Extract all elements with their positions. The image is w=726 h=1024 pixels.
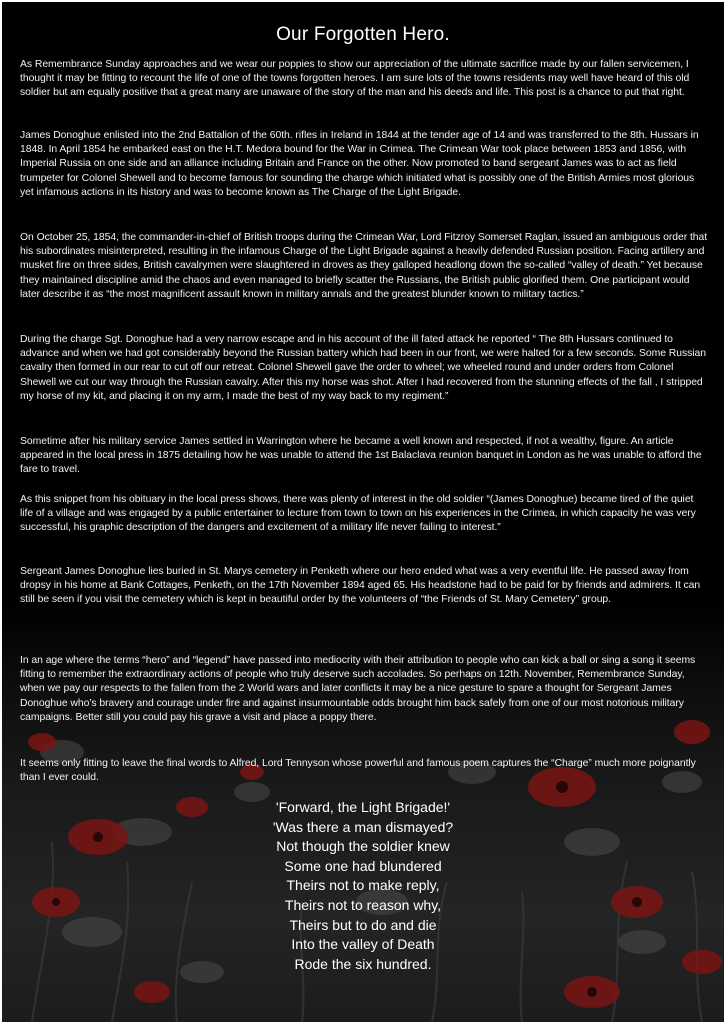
page-title: Our Forgotten Hero. (276, 24, 450, 45)
paragraph-obituary: As this snippet from his obituary in the local press shows, there was plenty of interest in the old soldier “(James Donoghue) became tired of the quiet life of a village and was engaged by a public entertainer to lecture from town to town on his experiences in the Crimea, in which capacity he was very successful, his graphic description of the dangers and excitement of a military life never failing to interest.” (20, 494, 696, 534)
poem-line: 'Forward, the Light Brigade!' (275, 799, 451, 815)
poem-line: Not though the soldier knew (276, 838, 450, 855)
paragraph-narrow-escape: During the charge Sgt. Donoghue had a very narrow escape and in his account of the ill fated attack he reported “ The 8th Hussars continued to advance and when we had got considerably beyond the Russian battery which had been in our front, we were halted for a few seconds. Some Russian cavalry then formed in our rear to cut off our retreat. Colonel Shewell gave the order to wheel; we wheeled round and under orders from Colonel Shewell we cut our way through the Russian cavalry. After this my horse was shot. After I had recovered from the stunning effects of the fall , I stripped my horse of my kit, and placing it on my arm, I made the best of my way back to my regiment.” (20, 334, 706, 402)
paragraph-charge-order: On October 25, 1854, the commander-in-chief of British troops during the Crimean War, Lord Fitzroy Somerset Raglan, issued an ambiguous order that his subordinates misinterpreted, resulting in the infamous Charge of the Light Brigade against a heavily defended Russian position. Facing artillery and musket fire on three sides, British cavalrymen were slaughtered in droves as they galloped headlong down the so-called “valley of death.” Yet because they maintained discipline amid the chaos and even managed to briefly scatter the Russians, the British public glorified them. One participant would later describe it as “the most magnificent assault known in military annals and the greatest blunder known to military tactics.” (20, 232, 708, 300)
paragraph-intro: As Remembrance Sunday approaches and we wear our poppies to show our appreciation of the ultimate sacrifice made by our fallen servicemen, I thought it may be fitting to recount the life of one of the towns forgotten heroes. I am sure lots of the towns residents may well have heard of this old soldier but am equally positive that a great many are unaware of the story of the man and his deeds and life. This post is a chance to put that right. (20, 59, 690, 99)
poem-line: Into the valley of Death (291, 936, 435, 953)
paragraph-burial: Sergeant James Donoghue lies buried in St. Marys cemetery in Penketh where our hero ended what was a very eventful life. He passed away from dropsy in his home at Bank Cottages, Penketh, on the 17th November 1894 aged 65. His headstone had to be paid for by friends and admirers. It can still be seen if you visit the cemetery which is kept in beautiful order by the volunteers of “the Friends of St. Mary Cemetery” group. (20, 566, 701, 606)
paragraph-enlistment: James Donoghue enlisted into the 2nd Battalion of the 60th. rifles in Ireland in 1844 at the tender age of 14 and was transferred to the 8th. Hussars in 1848. In April 1854 he embarked east on the H.T. Medora bound for the War in Crimea. The Crimean War took place between 1853 and 1856, with Imperial Russia on one side and an alliance including Britain and France on the other. Now promoted to band sergeant James was to act as field trumpeter for Colonel Shewell and to become famous for sounding the charge which initiated what is possibly one of the British Armies most glorious yet infamous actions in its history and was to become known as The Charge of the Light Brigade. (20, 130, 699, 198)
poster (2, 2, 724, 1022)
poem-line: Theirs not to reason why, (284, 896, 442, 913)
poem-line: Some one had blundered (284, 857, 442, 874)
poem-line: Theirs not to make reply, (286, 877, 440, 894)
poem-line: 'Was there a man dismayed? (272, 818, 454, 835)
paragraph-remembrance: In an age where the terms “hero” and “legend” have passed into mediocrity with their attribution to people who can kick a ball or sing a song it seems fitting to remember the extraordinary actions of people who truly deserve such accolades. So perhaps on 12th. November, Remembrance Sunday, when we pay our respects to the fallen from the 2 World wars and later conflicts it may be a nice gesture to spare a thought for Sergeant James Donoghue who’s bravery and courage under fire and against insurmountable odds brought him back safely from one of our most notorious military campaigns. Better still you could pay his grave a visit and place a poppy there. (20, 655, 696, 723)
article (2, 2, 724, 1022)
paragraph-tennyson: It seems only fitting to leave the final words to Alfred, Lord Tennyson whose powerful and famous poem captures the “Charge” much more poignantly than I ever could. (20, 758, 696, 784)
poem-line: Rode the six hundred. (294, 955, 432, 972)
paragraph-warrington: Sometime after his military service James settled in Warrington where he became a well known and respected, if not a wealthy, figure. An article appeared in the local press in 1875 detailing how he was unable to attend the 1st Balaclava reunion banquet in London as he was unable to afford the fare to travel. (20, 436, 702, 476)
poem-line: Theirs but to do and die (289, 916, 437, 933)
poem (2, 798, 724, 974)
